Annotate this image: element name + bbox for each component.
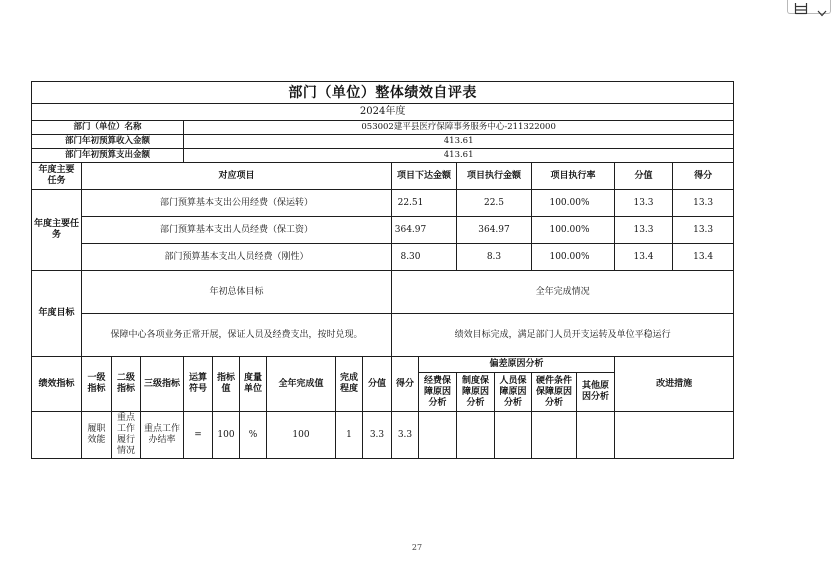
indicator-header-level1: 一级指标	[82, 357, 112, 412]
info-value: 413.61	[184, 149, 734, 163]
task-row	[32, 244, 734, 271]
indicator-header-score-value: 分值	[363, 357, 392, 412]
info-row	[32, 121, 734, 135]
task-rate: 100.00%	[532, 244, 615, 271]
deviation-other-cell	[577, 412, 615, 459]
task-project: 部门预算基本支出人员经费（刚性）	[82, 244, 392, 271]
improvement-cell	[615, 412, 734, 459]
indicator-header-operator: 运算符号	[184, 357, 213, 412]
task-allocated: 8.30	[392, 244, 457, 271]
task-score-value: 13.3	[615, 217, 673, 244]
task-header-executed: 项目执行金额	[457, 163, 532, 190]
task-group-label: 年度主要任务	[32, 190, 82, 271]
performance-self-evaluation-table	[31, 81, 734, 459]
year-row	[32, 104, 734, 121]
deviation-header-other: 其他原因分析	[577, 373, 615, 412]
fiscal-year: 2024年度	[32, 104, 734, 121]
task-allocated: 364.97	[392, 217, 457, 244]
indicator-operator: =	[184, 412, 213, 459]
deviation-header-hardware: 硬件条件保障原因分析	[532, 373, 577, 412]
indicator-header-level3: 三级指标	[141, 357, 184, 412]
task-header-score-value: 分值	[615, 163, 673, 190]
info-row	[32, 135, 734, 149]
indicator-header-improvement: 改进措施	[615, 357, 734, 412]
page-layout-icon	[794, 0, 808, 12]
indicators-label: 绩效指标	[32, 357, 82, 412]
task-header-score: 得分	[673, 163, 734, 190]
indicator-row	[32, 412, 734, 459]
indicator-level1: 履职效能	[82, 412, 112, 459]
task-header-project: 对应项目	[82, 163, 392, 190]
task-header-allocated: 项目下达金额	[392, 163, 457, 190]
info-label: 部门年初预算收入金额	[32, 135, 184, 149]
info-value: 413.61	[184, 135, 734, 149]
goals-header-row	[32, 271, 734, 314]
goals-completion-header: 全年完成情况	[392, 271, 734, 314]
indicator-header-level2: 二级指标	[112, 357, 141, 412]
indicator-degree: 1	[336, 412, 363, 459]
indicator-unit: %	[240, 412, 267, 459]
indicator-level2: 重点工作履行情况	[112, 412, 141, 459]
indicator-header-degree: 完成程度	[336, 357, 363, 412]
task-project: 部门预算基本支出公用经费（保运转）	[82, 190, 392, 217]
info-row	[32, 149, 734, 163]
table-title: 部门（单位）整体绩效自评表	[32, 82, 734, 104]
task-header-task: 年度主要任务	[32, 163, 82, 190]
task-score: 13.4	[673, 244, 734, 271]
indicator-score: 3.3	[392, 412, 419, 459]
deviation-header-funding: 经费保障原因分析	[419, 373, 457, 412]
indicator-level3: 重点工作办结率	[141, 412, 184, 459]
task-score: 13.3	[673, 217, 734, 244]
deviation-header-system: 制度保障原因分析	[457, 373, 495, 412]
indicator-header-unit: 度量单位	[240, 357, 267, 412]
indicator-target: 100	[213, 412, 240, 459]
page-number: 27	[411, 543, 423, 552]
task-score: 13.3	[673, 190, 734, 217]
chevron-down-icon	[817, 2, 827, 9]
deviation-personnel-cell	[495, 412, 532, 459]
info-value: 053002建平县医疗保障事务服务中心-211322000	[184, 121, 734, 135]
indicator-header-deviation: 偏差原因分析	[419, 357, 615, 373]
deviation-funding-cell	[419, 412, 457, 459]
task-header-rate: 项目执行率	[532, 163, 615, 190]
task-row	[32, 190, 734, 217]
task-score-value: 13.3	[615, 190, 673, 217]
task-executed: 364.97	[457, 217, 532, 244]
task-executed: 22.5	[457, 190, 532, 217]
deviation-hardware-cell	[532, 412, 577, 459]
indicator-actual: 100	[267, 412, 336, 459]
deviation-system-cell	[457, 412, 495, 459]
title-row	[32, 82, 734, 104]
goals-content-row	[32, 314, 734, 357]
task-rate: 100.00%	[532, 217, 615, 244]
goals-initial-text: 保障中心各项业务正常开展，保证人员及经费支出，按时兑现。	[82, 314, 392, 357]
task-allocated: 22.51	[392, 190, 457, 217]
deviation-header-personnel: 人员保障原因分析	[495, 373, 532, 412]
indicator-header-target: 指标值	[213, 357, 240, 412]
indicator-header-actual: 全年完成值	[267, 357, 336, 412]
page-view-dropdown-button[interactable]	[787, 0, 831, 14]
task-project: 部门预算基本支出人员经费（保工资）	[82, 217, 392, 244]
indicator-header-score: 得分	[392, 357, 419, 412]
goals-label: 年度目标	[32, 271, 82, 357]
task-row	[32, 217, 734, 244]
task-rate: 100.00%	[532, 190, 615, 217]
info-label: 部门（单位）名称	[32, 121, 184, 135]
indicator-header-row	[32, 357, 734, 373]
goals-initial-header: 年初总体目标	[82, 271, 392, 314]
indicator-score-value: 3.3	[363, 412, 392, 459]
task-executed: 8.3	[457, 244, 532, 271]
task-score-value: 13.4	[615, 244, 673, 271]
info-label: 部门年初预算支出金额	[32, 149, 184, 163]
goals-completion-text: 绩效目标完成，满足部门人员开支运转及单位平稳运行	[392, 314, 734, 357]
indicator-group-cell	[32, 412, 82, 459]
task-header-row	[32, 163, 734, 190]
